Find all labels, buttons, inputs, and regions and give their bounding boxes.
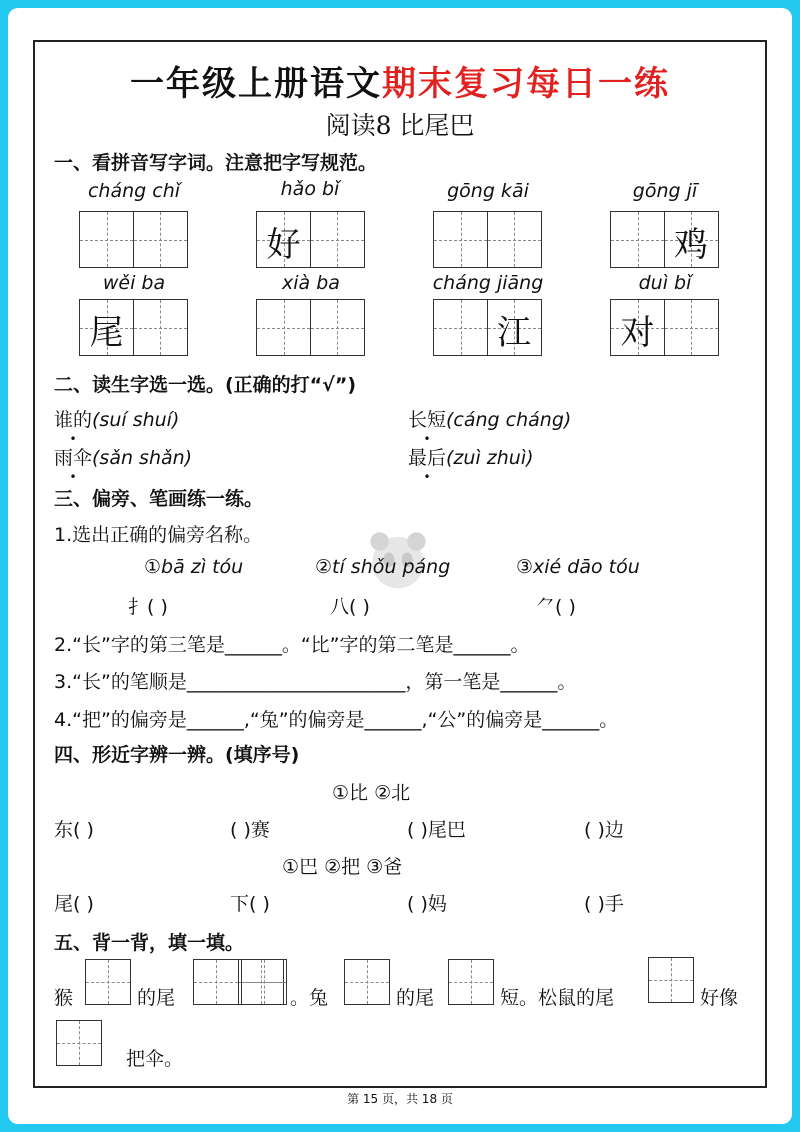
choice-item[interactable]: 雨伞(sǎn shǎn) xyxy=(54,447,193,469)
fill-item[interactable]: ( )手 xyxy=(584,893,624,915)
writing-grid[interactable] xyxy=(648,957,694,1003)
fill-item[interactable]: ( )妈 xyxy=(407,893,447,915)
recite-text: 的尾 xyxy=(137,987,176,1009)
grid-cell[interactable] xyxy=(448,959,494,1005)
radical-option: ①bā zì tóu xyxy=(144,556,244,578)
radical-answer[interactable]: 扌( ) xyxy=(128,596,168,618)
writing-grid[interactable] xyxy=(256,299,365,356)
section1-heading: 一、看拼音写字词。注意把字写规范。 xyxy=(54,152,378,174)
grid-cell[interactable] xyxy=(648,957,694,1003)
writing-grid[interactable] xyxy=(433,299,542,356)
recite-text: 把伞。 xyxy=(126,1048,184,1070)
writing-grid[interactable] xyxy=(256,211,365,268)
grid-cell: 江 xyxy=(487,299,542,356)
pinyin-label: gōng kāi xyxy=(447,180,529,202)
grid-cell[interactable] xyxy=(85,959,131,1005)
writing-grid[interactable] xyxy=(79,211,188,268)
question-1: 1.选出正确的偏旁名称。 xyxy=(54,524,263,546)
page-number: 第 15 页，共 18 页 xyxy=(347,1092,453,1106)
grid-cell[interactable] xyxy=(610,211,665,268)
writing-grid[interactable] xyxy=(241,959,287,1005)
recite-text: 短。松鼠的尾 xyxy=(500,987,615,1009)
writing-grid[interactable] xyxy=(448,959,494,1005)
section5-heading: 五、背一背，填一填。 xyxy=(54,932,245,954)
fill-item[interactable]: ( )赛 xyxy=(230,819,270,841)
pinyin-label: duì bǐ xyxy=(638,272,692,294)
pinyin-label: wěi ba xyxy=(102,272,166,294)
pinyin-label: xià ba xyxy=(282,272,340,294)
recite-text: 的尾 xyxy=(396,987,435,1009)
grid-cell: 尾 xyxy=(79,299,134,356)
pinyin-label: hǎo bǐ xyxy=(280,178,340,200)
section3-heading: 三、偏旁、笔画练一练。 xyxy=(54,488,264,510)
choice-item[interactable]: 最后(zuì zhuì) xyxy=(408,447,534,469)
page-subtitle: 阅读8 比尾巴 xyxy=(325,111,475,140)
grid-cell[interactable] xyxy=(56,1020,102,1066)
grid-cell[interactable] xyxy=(310,299,365,356)
page-title-highlight: 期末复习每日一练 xyxy=(382,64,670,104)
writing-grid[interactable] xyxy=(79,299,188,356)
writing-grid[interactable] xyxy=(610,299,719,356)
section4-heading: 四、形近字辨一辨。(填序号) xyxy=(54,744,300,766)
grid-cell[interactable] xyxy=(344,959,390,1005)
question-4[interactable]: 4.“把”的偏旁是______,“兔”的偏旁是______,“公”的偏旁是______。 xyxy=(54,709,619,731)
recite-text: 。兔 xyxy=(290,987,329,1009)
grid-cell[interactable] xyxy=(433,299,488,356)
fill-item[interactable]: 东( ) xyxy=(54,819,94,841)
question-2[interactable]: 2.“长”字的第三笔是______。“比”字的第二笔是______。 xyxy=(54,634,530,656)
writing-grid[interactable] xyxy=(344,959,390,1005)
radical-option: ③xié dāo tóu xyxy=(516,556,640,578)
radical-answer[interactable]: 八( ) xyxy=(330,596,370,618)
grid-cell[interactable] xyxy=(79,211,134,268)
recite-text: 猴 xyxy=(54,987,74,1009)
writing-grid[interactable] xyxy=(433,211,542,268)
char-options: ①比 ②北 xyxy=(332,782,411,804)
choice-item[interactable]: 谁的(suí shuí) xyxy=(54,409,180,431)
grid-cell[interactable] xyxy=(664,299,719,356)
writing-grid[interactable] xyxy=(610,211,719,268)
pinyin-label: gōng jī xyxy=(632,180,698,202)
grid-cell[interactable] xyxy=(241,959,287,1005)
pinyin-label: cháng jiāng xyxy=(432,272,544,294)
writing-grid[interactable] xyxy=(85,959,131,1005)
section2-heading: 二、读生字选一选。(正确的打“√”) xyxy=(54,374,357,396)
pinyin-label: cháng chǐ xyxy=(87,180,181,202)
grid-cell[interactable] xyxy=(256,299,311,356)
fill-item[interactable]: 下( ) xyxy=(230,893,270,915)
recite-text: 好像 xyxy=(700,987,739,1009)
grid-cell[interactable] xyxy=(487,211,542,268)
fill-item[interactable]: 尾( ) xyxy=(54,893,94,915)
radical-option: ②tí shǒu páng xyxy=(315,556,451,578)
grid-cell: 好 xyxy=(256,211,311,268)
grid-cell[interactable] xyxy=(310,211,365,268)
grid-cell[interactable] xyxy=(433,211,488,268)
question-3[interactable]: 3.“长”的笔顺是_______________________，第一笔是______。 xyxy=(54,671,577,693)
grid-cell[interactable] xyxy=(193,959,239,1005)
writing-grid[interactable] xyxy=(56,1020,102,1066)
char-options: ①巴 ②把 ③爸 xyxy=(282,856,403,878)
grid-cell: 对 xyxy=(610,299,665,356)
fill-item[interactable]: ( )尾巴 xyxy=(407,819,466,841)
radical-answer[interactable]: ⺈( ) xyxy=(536,596,576,618)
grid-cell: 鸡 xyxy=(664,211,719,268)
choice-item[interactable]: 长短(cáng cháng) xyxy=(408,409,572,431)
page-title: 一年级上册语文期末复习每日一练 xyxy=(130,64,670,104)
grid-cell[interactable] xyxy=(133,211,188,268)
grid-cell[interactable] xyxy=(133,299,188,356)
fill-item[interactable]: ( )边 xyxy=(584,819,624,841)
